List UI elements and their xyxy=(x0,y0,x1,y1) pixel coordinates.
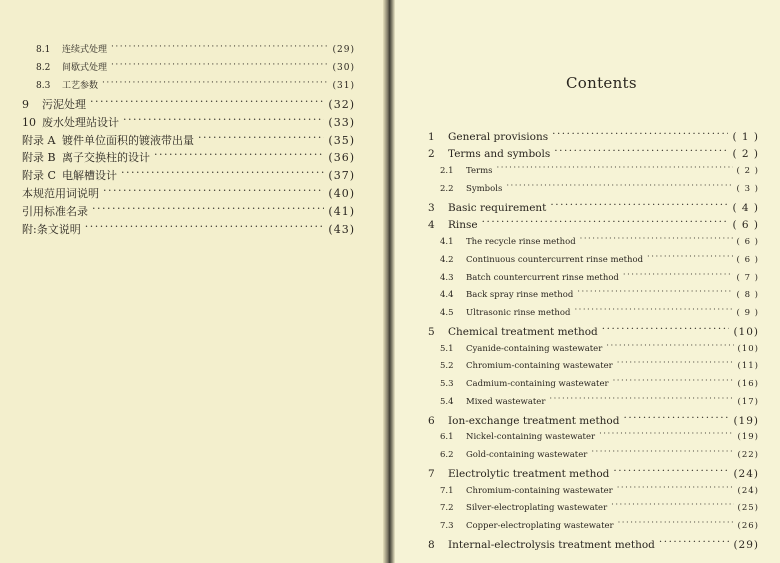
toc-entry-number: 6 xyxy=(428,414,435,427)
toc-entry-page: (29) xyxy=(332,45,355,55)
contents-heading: Contents xyxy=(566,74,637,92)
toc-entry-page: (29) xyxy=(733,538,759,551)
dot-leader xyxy=(506,182,732,191)
toc-entry-page: (26) xyxy=(737,521,759,531)
dot-leader xyxy=(617,360,734,369)
toc-entry-page: ( 6 ) xyxy=(736,237,759,247)
dot-leader xyxy=(606,342,733,351)
toc-entry[interactable] xyxy=(440,378,759,390)
toc-entry-title: The recycle rinse method xyxy=(466,237,576,247)
toc-entry-page: ( 3 ) xyxy=(736,183,759,194)
dot-leader xyxy=(550,200,728,211)
toc-entry-title: Terms xyxy=(466,166,493,176)
toc-entry-title: 电解槽设计 xyxy=(62,169,117,183)
toc-entry[interactable] xyxy=(428,324,759,338)
toc-entry-page: ( 1 ) xyxy=(732,130,759,143)
toc-entry-title: Terms and symbols xyxy=(448,148,551,161)
toc-entry-title: 本规范用词说明 xyxy=(22,187,99,201)
toc-entry-title: Symbols xyxy=(466,183,503,194)
toc-entry-title: Nickel-containing wastewater xyxy=(466,432,596,443)
toc-entry-number: 附录 A xyxy=(22,133,56,147)
toc-entry-number: 5.1 xyxy=(440,343,454,354)
toc-entry-number: 4.1 xyxy=(440,237,454,247)
toc-entry[interactable] xyxy=(440,289,759,301)
toc-entry-page: (17) xyxy=(737,396,759,407)
toc-entry-page: (31) xyxy=(332,80,355,91)
toc-entry-page: (19) xyxy=(737,432,759,443)
toc-entry-page: (24) xyxy=(737,485,759,496)
toc-entry-number: 2.1 xyxy=(440,166,454,176)
toc-entry-number: 4.4 xyxy=(440,290,454,301)
dot-leader xyxy=(549,395,733,404)
toc-entry[interactable] xyxy=(428,147,759,161)
toc-entry[interactable] xyxy=(440,502,759,514)
toc-entry[interactable] xyxy=(428,413,759,427)
toc-entry-page: (35) xyxy=(328,133,355,147)
toc-entry-page: (22) xyxy=(737,450,759,460)
toc-entry-title: Chemical treatment method xyxy=(448,325,598,338)
toc-entry-title: Ultrasonic rinse method xyxy=(466,308,571,318)
toc-entry[interactable] xyxy=(428,129,759,143)
toc-entry-number: 6.1 xyxy=(440,432,454,443)
toc-entry-title: 间歇式处理 xyxy=(62,62,108,73)
toc-entry-number: 4.2 xyxy=(440,254,454,265)
dot-leader xyxy=(552,129,728,140)
toc-entry-page: ( 2 ) xyxy=(736,166,759,176)
toc-entry-number: 7.2 xyxy=(440,503,454,514)
toc-entry-page: (40) xyxy=(328,187,355,201)
toc-entry-number: 4.5 xyxy=(440,308,454,318)
toc-entry-title: Basic requirement xyxy=(448,201,547,214)
toc-entry-page: (33) xyxy=(328,115,355,129)
toc-entry-title: Copper-electroplating wastewater xyxy=(466,521,614,531)
toc-entry-page: (30) xyxy=(332,62,355,73)
dot-leader xyxy=(599,431,733,440)
toc-entry-title: 附:条文说明 xyxy=(22,223,81,236)
toc-entry[interactable] xyxy=(440,182,759,194)
toc-entry-number: 附录 B xyxy=(22,151,56,165)
dot-leader xyxy=(623,271,733,280)
toc-entry-number: 7 xyxy=(428,467,435,480)
toc-entry[interactable] xyxy=(440,271,759,283)
toc-entry-number: 2 xyxy=(428,148,435,161)
toc-entry-page: ( 8 ) xyxy=(736,290,759,301)
dot-leader xyxy=(591,449,733,458)
toc-entry-number: 4.3 xyxy=(440,272,454,283)
toc-entry-number: 6.2 xyxy=(440,450,454,460)
toc-entry-title: Cyanide-containing wastewater xyxy=(466,343,603,354)
toc-entry-number: 3 xyxy=(428,201,435,214)
toc-entry-page: (36) xyxy=(328,151,355,165)
toc-entry[interactable] xyxy=(440,342,759,354)
toc-entry-page: (24) xyxy=(733,467,759,480)
dot-leader xyxy=(613,378,734,387)
dot-leader xyxy=(580,236,733,245)
toc-entry[interactable] xyxy=(428,537,759,551)
toc-entry[interactable] xyxy=(440,360,759,372)
toc-entry-page: (10) xyxy=(733,325,759,338)
toc-entry-page: (16) xyxy=(737,379,759,389)
toc-entry-title: Batch countercurrent rinse method xyxy=(466,272,619,283)
toc-entry-number: 8.1 xyxy=(36,45,51,55)
toc-entry[interactable] xyxy=(440,307,759,319)
toc-entry-page: ( 6 ) xyxy=(732,219,759,232)
dot-leader xyxy=(554,147,728,158)
toc-entry-page: (11) xyxy=(737,361,759,372)
toc-entry-number: 5.3 xyxy=(440,379,454,389)
dot-leader xyxy=(611,502,733,511)
toc-entry-page: (41) xyxy=(328,205,355,219)
toc-entry-title: Continuous countercurrent rinse method xyxy=(466,254,644,265)
toc-entry-title: 污泥处理 xyxy=(42,97,86,111)
dot-leader xyxy=(659,537,730,548)
dot-leader xyxy=(482,218,729,229)
dot-leader xyxy=(617,484,734,493)
toc-entry-title: 工艺参数 xyxy=(62,80,99,91)
dot-leader xyxy=(602,324,730,335)
toc-entry-title: 离子交换柱的设计 xyxy=(62,151,150,165)
toc-entry[interactable] xyxy=(428,466,759,480)
toc-entry[interactable] xyxy=(440,395,759,407)
toc-entry-page: ( 2 ) xyxy=(732,148,759,161)
toc-entry-page: (43) xyxy=(328,223,355,236)
dot-leader xyxy=(647,253,733,262)
toc-entry-title: General provisions xyxy=(448,130,549,143)
toc-entry-number: 4 xyxy=(428,219,435,232)
toc-entry[interactable] xyxy=(440,431,759,443)
toc-entry-number: 7.1 xyxy=(440,485,454,496)
toc-entry[interactable] xyxy=(440,520,759,532)
toc-entry-title: Chromium-containing wastewater xyxy=(466,361,613,372)
toc-entry-page: (32) xyxy=(328,97,355,111)
toc-entry-title: Ion-exchange treatment method xyxy=(448,414,620,427)
toc-entry-title: 废水处理站设计 xyxy=(42,115,119,129)
toc-entry-number: 5.2 xyxy=(440,361,454,372)
toc-entry-title: Mixed wastewater xyxy=(466,396,546,407)
toc-entry-page: (37) xyxy=(328,169,355,183)
toc-entry-title: Internal-electrolysis treatment method xyxy=(448,538,655,551)
dot-leader xyxy=(613,466,729,477)
toc-entry-number: 8.2 xyxy=(36,62,51,73)
toc-entry-number: 8.3 xyxy=(36,80,51,91)
toc-entry-title: Electrolytic treatment method xyxy=(448,467,610,480)
toc-entry[interactable] xyxy=(428,218,759,232)
toc-entry-title: Chromium-containing wastewater xyxy=(466,485,613,496)
toc-entry[interactable] xyxy=(440,484,759,496)
toc-entry[interactable] xyxy=(440,236,759,248)
toc-entry[interactable] xyxy=(440,449,759,461)
toc-entry-title: Silver-electroplating wastewater xyxy=(466,503,608,514)
toc-entry-number: 5 xyxy=(428,325,435,338)
toc-entry-page: ( 4 ) xyxy=(732,201,759,214)
toc-entry-title: 镀件单位面积的镀液带出量 xyxy=(62,133,194,147)
toc-entry-number: 附录 C xyxy=(22,169,56,183)
toc-entry[interactable] xyxy=(428,200,759,214)
toc-entry[interactable] xyxy=(440,253,759,265)
toc-entry-title: Rinse xyxy=(448,219,478,232)
dot-leader xyxy=(497,165,733,174)
toc-entry-number: 9 xyxy=(22,97,29,111)
toc-entry-number: 1 xyxy=(428,130,435,143)
toc-entry-page: (25) xyxy=(737,503,759,514)
toc-entry-page: (19) xyxy=(733,414,759,427)
toc-entry-page: ( 6 ) xyxy=(736,254,759,265)
toc-entry-number: 2.2 xyxy=(440,183,454,194)
toc-entry-number: 10 xyxy=(22,115,36,129)
toc-entry-title: Cadmium-containing wastewater xyxy=(466,379,609,389)
toc-entry-number: 5.4 xyxy=(440,396,454,407)
toc-entry-number: 7.3 xyxy=(440,521,454,531)
toc-entry-page: (10) xyxy=(737,343,759,354)
dot-leader xyxy=(618,520,734,529)
toc-entry-number: 8 xyxy=(428,538,435,551)
toc-entry-page: ( 9 ) xyxy=(736,308,759,318)
toc-entry-page: ( 7 ) xyxy=(736,272,759,283)
toc-entry-title: 引用标准名录 xyxy=(22,205,88,219)
toc-entry[interactable] xyxy=(440,165,759,177)
toc-entry-title: Back spray rinse method xyxy=(466,290,574,301)
dot-leader xyxy=(574,307,732,316)
dot-leader xyxy=(577,289,732,298)
dot-leader xyxy=(623,413,729,424)
toc-entry-title: Gold-containing wastewater xyxy=(466,450,588,460)
toc-entry-title: 连续式处理 xyxy=(62,45,108,55)
